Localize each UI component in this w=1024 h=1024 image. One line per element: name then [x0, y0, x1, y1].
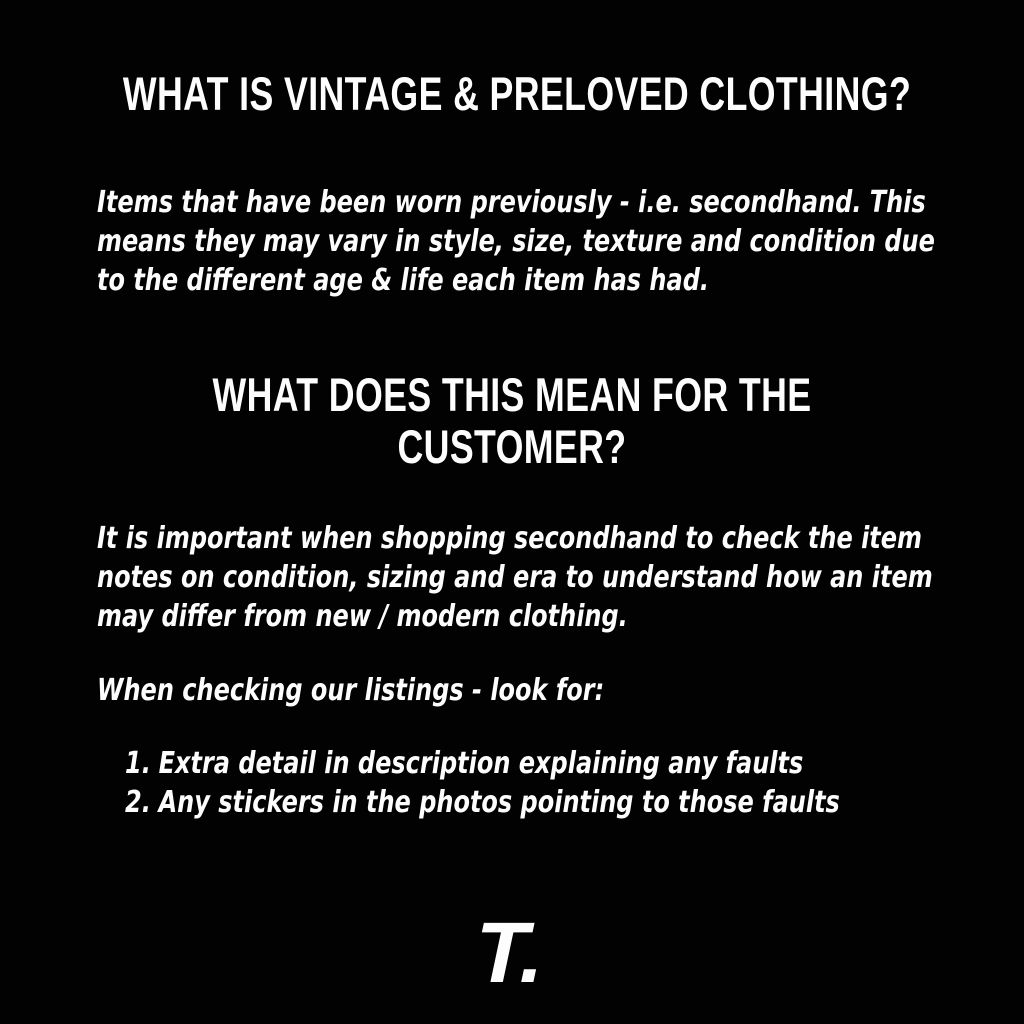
- list-item-text: Extra detail in description explaining any faults: [158, 746, 804, 781]
- lead-in-text: [97, 671, 604, 710]
- intro-paragraph: [97, 183, 935, 300]
- section-heading: [123, 369, 901, 473]
- section-heading-line: WHAT DOES THIS MEAN FOR THE: [212, 368, 812, 421]
- section-heading-line: CUSTOMER?: [397, 420, 627, 473]
- section-paragraph-line: It is important when shopping secondhand to check the item: [97, 521, 923, 556]
- list-item-number: 1.: [125, 746, 151, 781]
- page-title: [122, 67, 912, 120]
- list-item: [125, 783, 840, 822]
- list-item-number: 2.: [125, 785, 151, 820]
- list-item-text: Any stickers in the photos pointing to those faults: [158, 785, 840, 820]
- brand-logo-text: T.: [466, 905, 558, 1001]
- fault-checklist: [125, 744, 840, 822]
- section-paragraph-line: notes on condition, sizing and era to understand how an item: [97, 560, 933, 595]
- section-paragraph-line: may differ from new / modern clothing.: [97, 599, 628, 634]
- intro-line: Items that have been worn previously - i.e. secondhand. This: [97, 185, 926, 220]
- intro-line: to the different age & life each item has had.: [97, 263, 709, 298]
- page-title-text: WHAT IS VINTAGE & PRELOVED CLOTHING?: [122, 67, 912, 120]
- brand-logo: [0, 905, 1024, 1001]
- intro-line: means they may vary in style, size, texture and condition due: [97, 224, 935, 259]
- list-item: [125, 744, 840, 783]
- section-paragraph: [97, 519, 933, 636]
- lead-in-line: When checking our listings - look for:: [97, 673, 605, 708]
